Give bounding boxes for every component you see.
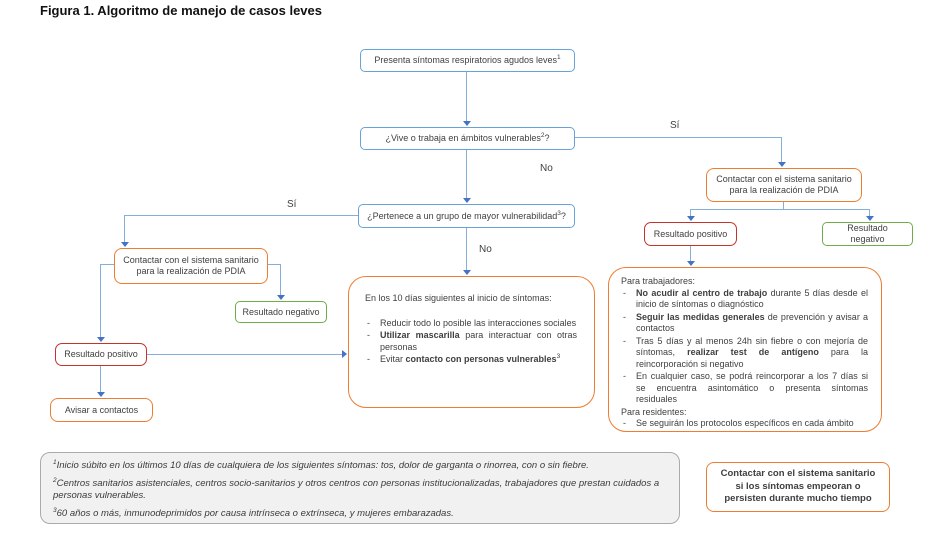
footnote-3: $^3$60 años o más, inmunodeprimidos por causa intrínseca o extrínseca, y mujeres embarazadas. [53, 506, 454, 519]
connector-positivoright-workers [690, 246, 691, 262]
arrow-down-icon [277, 295, 285, 300]
node-symptoms-text: Presenta síntomas respiratorios agudos leves$^1$ [374, 54, 561, 66]
list-item-text: Utilizar mascarilla para interactuar con otras personas [380, 330, 577, 352]
arrow-down-icon [866, 216, 874, 221]
list-dash: - [367, 354, 370, 365]
node-resultado-negativo-right-text: Resultado negativo [847, 223, 888, 244]
node-pertenece-question [358, 204, 575, 228]
arrow-down-icon [97, 392, 105, 397]
arrow-down-icon [463, 198, 471, 203]
list-dash: - [623, 418, 626, 429]
list-dash: - [367, 317, 370, 328]
list-dash: - [623, 311, 626, 322]
list-item [621, 418, 869, 430]
list-dash: - [623, 371, 626, 382]
list-item-text: Se seguirán los protocolos específicos en cada ámbito [636, 418, 854, 429]
center-box-intro: En los 10 días siguientes al inicio de síntomas: [365, 293, 552, 303]
workers-heading: Para trabajadores: [621, 276, 696, 286]
list-item [365, 354, 578, 366]
arrow-down-icon [97, 337, 105, 342]
arrow-down-icon [778, 162, 786, 167]
connector-vive-right-h [575, 137, 782, 138]
list-item [621, 336, 869, 371]
figure-title: Figura 1. Algoritmo de manejo de casos leves [40, 3, 322, 18]
branch-label-si-left: Sí [287, 199, 297, 210]
center-recommendations-box [348, 276, 595, 408]
footnote-1: $^1$Inicio súbito en los últimos 10 días de cualquiera de los siguientes síntomas: tos, dolor de garganta o rinorrea, con o sin fiebre. [53, 458, 589, 471]
list-item [621, 312, 869, 335]
connector-pertenece-left-v [124, 215, 125, 243]
list-dash: - [623, 287, 626, 298]
node-avisar-contactos-text: Avisar a contactos [64, 404, 139, 415]
list-item-text: Evitar contacto con personas vulnerables$^3$ [380, 353, 561, 365]
footnote-ref: 2 [53, 476, 57, 484]
arrow-down-icon [687, 261, 695, 266]
connector-positivo-avisar [100, 366, 101, 393]
branch-label-no-bottom: No [479, 244, 492, 255]
arrow-down-icon [463, 121, 471, 126]
branch-label-si-right: Sí [670, 120, 680, 131]
node-symptoms [360, 49, 575, 72]
contact-if-worsening-text: Contactar con el sistema sanitario si los síntomas empeoran o persisten durante mucho tiempo [720, 468, 876, 505]
node-resultado-negativo-left-text: Resultado negativo [242, 306, 320, 317]
connector-pdialeft-positivo-v [100, 264, 101, 338]
node-resultado-positivo-left-text: Resultado positivo [64, 349, 138, 360]
node-resultado-negativo-left [235, 301, 327, 323]
footnotes-box [40, 452, 680, 524]
node-pdia-right-text: Contactar con el sistema sanitario para la realización de PDIA [716, 174, 852, 195]
residents-heading: Para residentes: [621, 406, 687, 417]
footnote-ref: 1 [53, 458, 57, 466]
connector-pdialeft-positivo-h [101, 264, 115, 265]
node-vive-text: ¿Vive o trabaja en ámbitos vulnerables$^2$? [385, 132, 550, 144]
list-item [621, 371, 869, 406]
list-item-text: Reducir todo lo posible las interacciones sociales [380, 317, 577, 328]
node-resultado-positivo-left [55, 343, 147, 366]
node-avisar-contactos [50, 398, 153, 422]
footnote-ref: 2 [540, 132, 545, 140]
footnote-2: $^2$Centros sanitarios asistenciales, centros socio-sanitarios y otros centros con personas institucionalizadas, trabajadores que prestan cuidados a personas vulnerables. [53, 476, 660, 501]
list-item-text: En cualquier caso, se podrá reincorporar a los 7 días si se encuentra asintomático o presenta síntomas residuales [636, 371, 868, 405]
list-item [621, 288, 869, 311]
connector-pdialeft-negativo-v [280, 264, 281, 296]
node-resultado-positivo-right-text: Resultado positivo [653, 228, 728, 239]
node-pertenece-text: ¿Pertenece a un grupo de mayor vulnerabilidad$^3$? [367, 209, 566, 221]
footnote-ref: 3 [557, 209, 561, 217]
connector-positivo-center [147, 354, 343, 355]
node-resultado-positivo-right [644, 222, 737, 246]
arrow-down-icon [687, 216, 695, 221]
connector-vive-pertenece [466, 150, 467, 199]
connector-symptoms-vive [466, 72, 467, 122]
branch-label-no-top: No [540, 163, 553, 174]
footnote-ref: 1 [556, 54, 561, 62]
list-item [365, 330, 578, 353]
arrow-down-icon [121, 242, 129, 247]
list-dash: - [623, 335, 626, 346]
node-pdia-left [114, 248, 268, 284]
list-item [365, 318, 578, 330]
footnote-ref: 3 [556, 353, 561, 361]
node-pdia-right [706, 168, 862, 202]
list-item-text: No acudir al centro de trabajo durante 5 días desde el inicio de síntomas o diagnóstico [636, 287, 868, 310]
node-resultado-negativo-right [822, 222, 913, 246]
connector-pertenece-center [466, 228, 467, 271]
arrow-right-icon [342, 350, 347, 358]
connector-pertenece-left-h [125, 215, 358, 216]
list-dash: - [367, 330, 370, 341]
connector-vive-right-v [781, 137, 782, 163]
node-pdia-left-text: Contactar con el sistema sanitario para la realización de PDIA [123, 255, 259, 276]
footnote-ref: 3 [53, 506, 57, 514]
connector-pdiaright-split-h [690, 209, 870, 210]
node-vive-question [360, 127, 575, 150]
list-item-text: Seguir las medidas generales de prevención y avisar a contactos [636, 311, 868, 334]
list-item-text: Tras 5 días y al menos 24h sin fiebre o con mejoría de síntomas, realizar test de antígeno para la reincorporación si negativo [636, 335, 869, 369]
arrow-down-icon [463, 270, 471, 275]
workers-instructions-box [608, 267, 882, 432]
contact-if-worsening-box [706, 462, 890, 512]
